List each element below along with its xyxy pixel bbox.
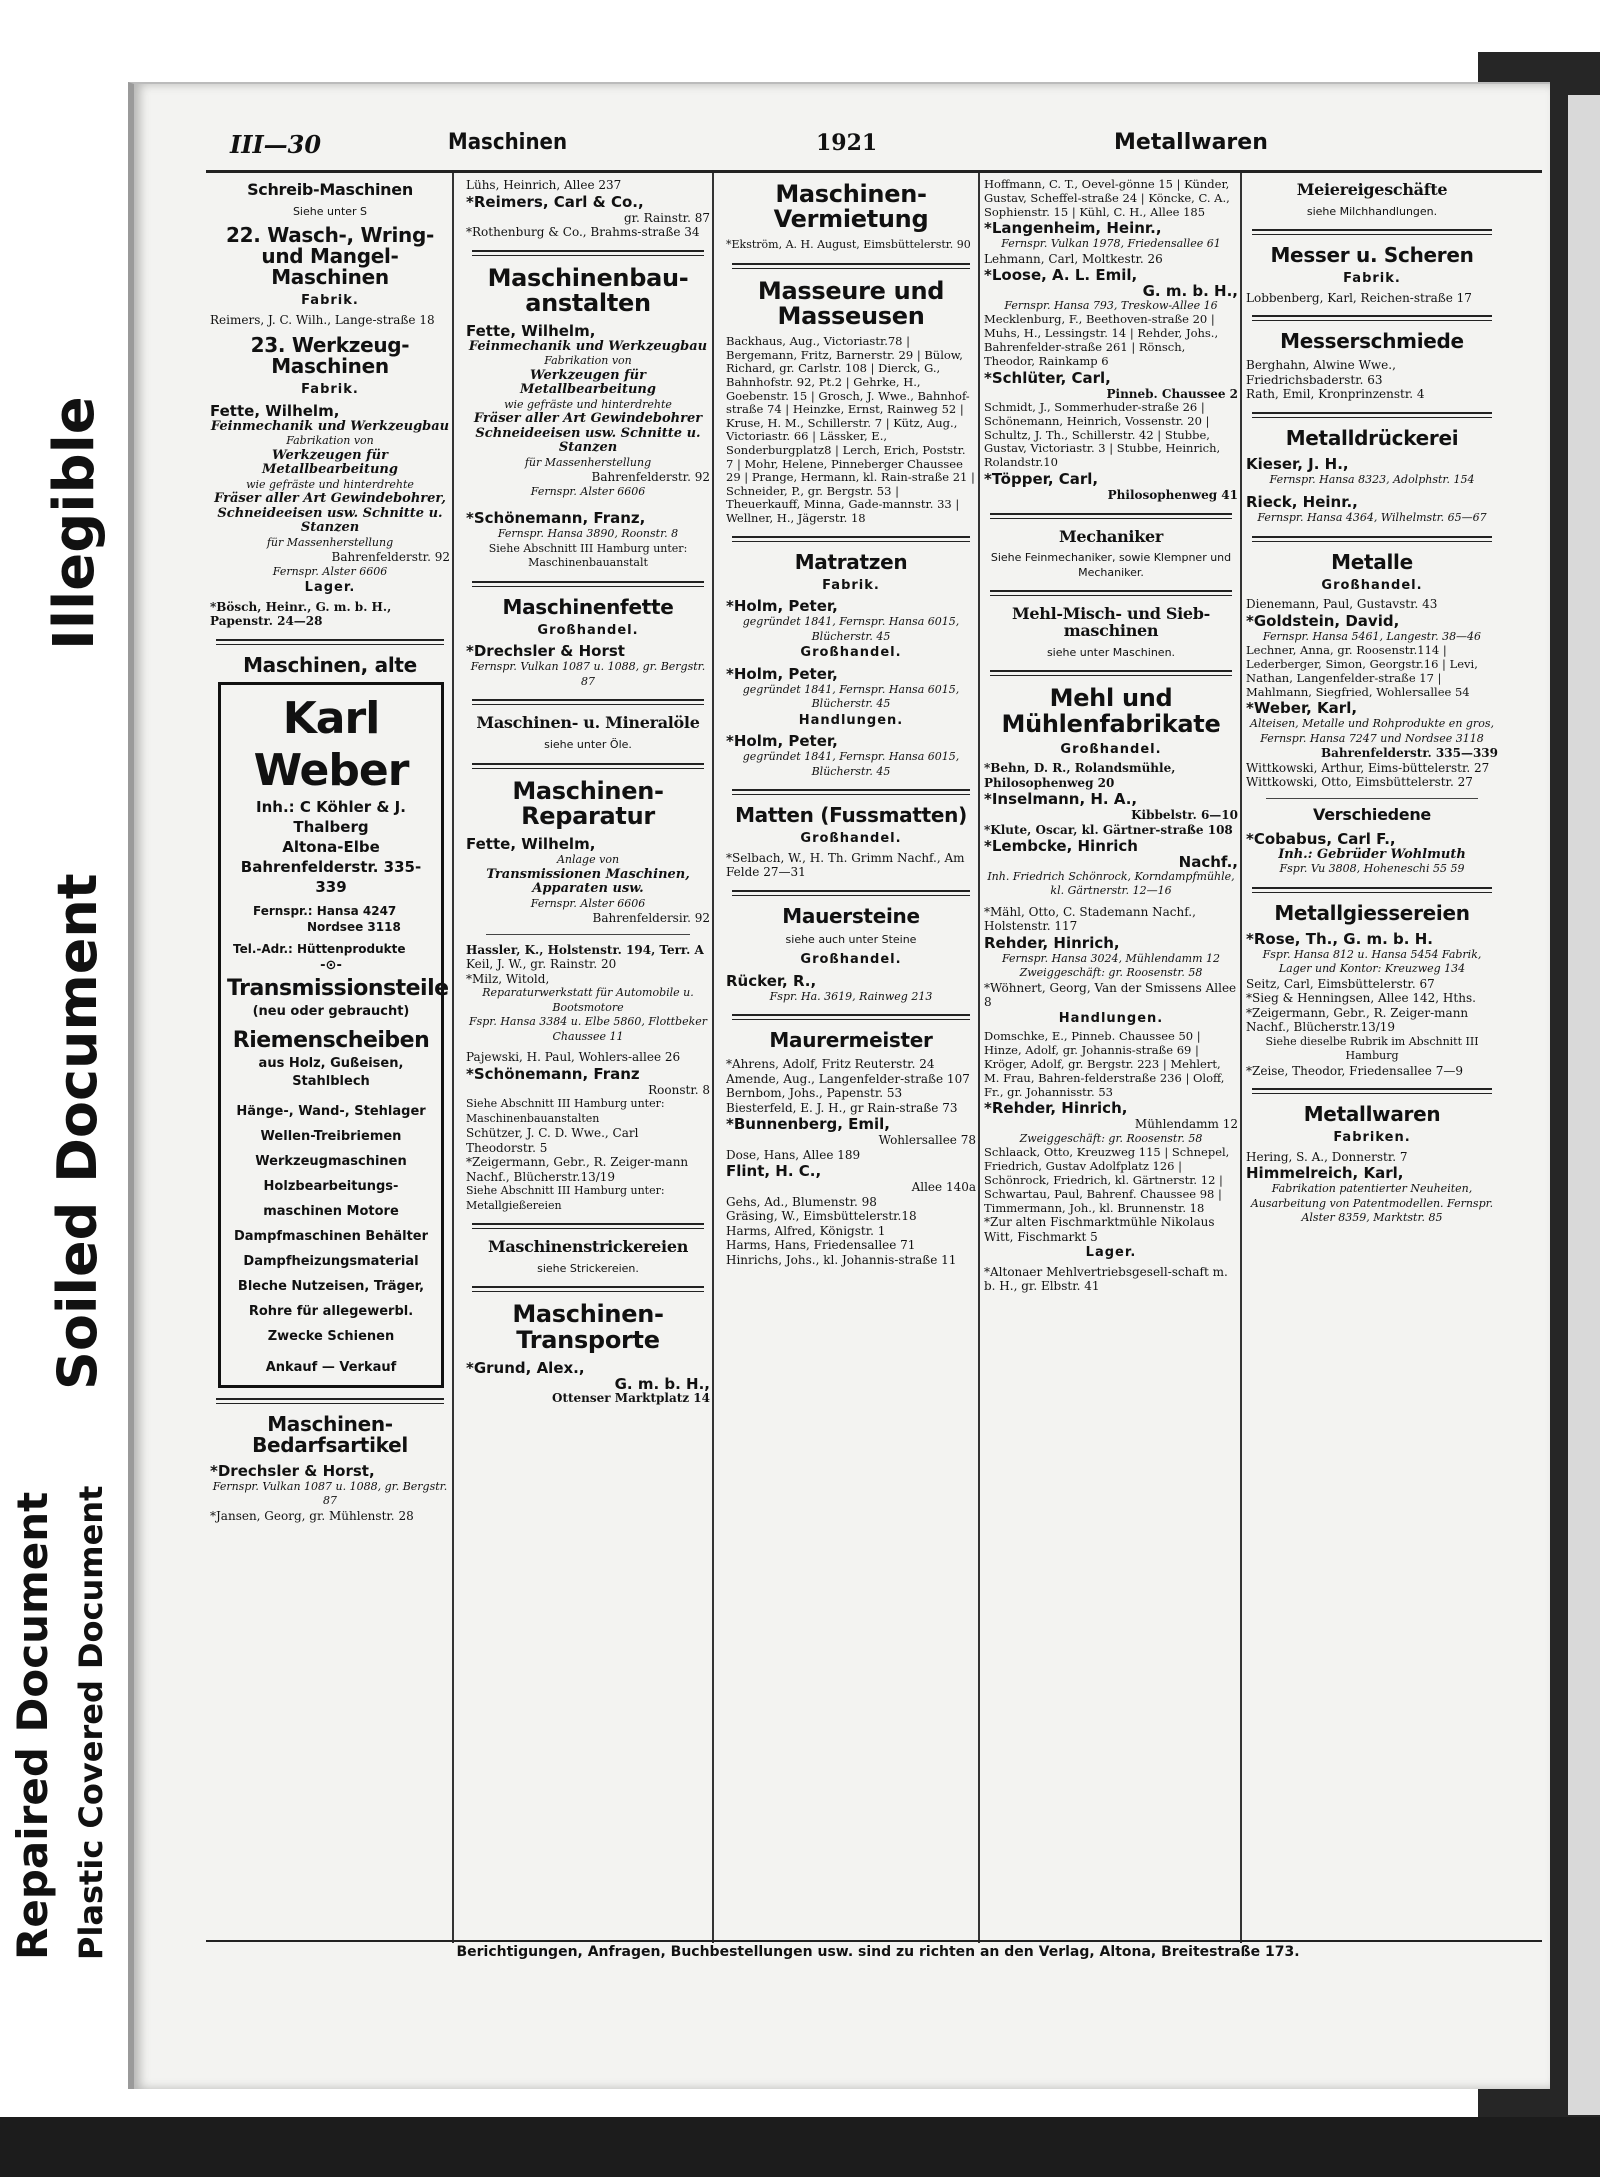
entry: *Zeigermann, Gebr., R. Zeiger-mann Nachf., Blücherstr.13/19	[466, 1155, 689, 1184]
entry-detail: Fernspr. Vulkan 1087 u. 1088, gr. Bergstr. 87	[470, 660, 706, 688]
entry: *Holm, Peter,	[726, 597, 838, 616]
entry: *Holm, Peter,	[726, 664, 838, 683]
entry-detail: Kibbelstr. 6—10	[1131, 808, 1238, 823]
entry: *Sieg & Henningsen, Allee 142, Hths.	[1246, 991, 1476, 1006]
ad-city: Altona-Elbe	[282, 837, 380, 856]
see-reference: siehe Strickereien.	[537, 1261, 639, 1275]
entry: Harms, Hans, Friedensallee 71	[726, 1238, 916, 1253]
subheading-handlungen: Handlungen.	[1058, 1010, 1164, 1026]
entry: *Ekström, A. H. August, Eimsbüttelerstr. 90	[726, 238, 971, 252]
ad-address: Bahrenfelderstr. 335-339	[240, 857, 422, 896]
entry: *Lembcke, Hinrich	[984, 837, 1138, 856]
bottom-dark-background	[0, 2117, 1600, 2177]
entry-list: Mecklenburg, F., Beethoven-straße 20 | Muhs, H., Lessingstr. 14 | Rehder, Johs., Bahrenfelder-straße 261 | Rönsch, Theodor, Rainkamp 6	[984, 312, 1219, 368]
entry: *Bunnenberg, Emil,	[726, 1115, 890, 1134]
section-rule	[732, 263, 970, 269]
column-1	[210, 178, 450, 1938]
heading-wasch-maschinen: 22. Wasch-, Wring- und Mangel-Maschinen	[226, 223, 434, 290]
heading-messerschmiede: Messerschmiede	[1280, 329, 1464, 354]
entry-detail: gegründet 1841, Fernspr. Hansa 6015, Blücherstr. 45	[742, 615, 960, 643]
entry-detail: Inh. Friedrich Schönrock, Korndampfmühle, kl. Gärtnerstr. 12—16	[987, 869, 1235, 898]
page-number: III—30	[230, 130, 322, 159]
entry: Siehe Abschnitt III Hamburg unter: Maschinenbauanstalten	[466, 1097, 665, 1125]
ad-owners: Inh.: C Köhler & J. Thalberg	[256, 797, 406, 836]
subheading-fabrik: Fabrik.	[822, 577, 880, 593]
subheading-grosshandel: Großhandel.	[1321, 577, 1423, 593]
subheading-lager: Lager.	[1085, 1245, 1137, 1261]
entry: Gehs, Ad., Blumenstr. 98	[726, 1194, 877, 1209]
subheading-grosshandel: Großhandel.	[537, 622, 639, 638]
entry-detail: Bahrenfelderstr. 335—339	[1321, 746, 1498, 761]
entry-detail: G. m. b. H.,	[1142, 282, 1238, 301]
entry-detail: Fernspr. Vulkan 1087 u. 1088, gr. Bergstr. 87	[212, 1479, 448, 1508]
page-header	[200, 130, 1550, 166]
entry: *Zeise, Theodor, Friedensallee 7—9	[1246, 1063, 1463, 1078]
entry-detail: Philosophenweg 41	[1107, 488, 1238, 503]
ad-product-list: Hänge-, Wand-, Stehlager Wellen-Treibriemen Werkzeugmaschinen Holzbearbeitungs-maschinen Motore Dampfmaschinen Behälter Dampfheizungsmaterial Bleche Nutzeisen, Träger, Rohre für allegewerbl. Zwecke Schienen	[233, 1103, 429, 1344]
entry: Rücker, R.,	[726, 971, 817, 990]
entry-detail: Fabrikation von	[286, 434, 374, 448]
entry: Harms, Alfred, Königstr. 1	[726, 1223, 886, 1238]
entry: Lobbenberg, Karl, Reichen-straße 17	[1246, 290, 1472, 305]
header-year: 1921	[816, 130, 878, 156]
heading-verschiedene: Verschiedene	[1313, 804, 1431, 824]
entry-detail: Fräser aller Art Gewindebohrer Schneideeisen usw. Schnitte u. Stanzen	[473, 411, 703, 456]
label-illegible: Illegible	[42, 396, 107, 650]
heading-transporte: Maschinen-Transporte	[512, 1300, 664, 1354]
subheading-fabrik: Fabrik.	[301, 382, 359, 398]
entry: Reimers, J. C. Wilh., Lange-straße 18	[210, 312, 435, 327]
entry-detail: Fernspr. Alster 6606	[530, 484, 646, 498]
entry-fette: Fette, Wilhelm,	[466, 835, 596, 854]
entry-detail: Roonstr. 8	[648, 1082, 710, 1097]
entry: Hering, S. A., Donnerstr. 7	[1246, 1149, 1408, 1164]
entry-detail: Anlage von	[556, 853, 620, 867]
entry: Wittkowski, Otto, Eimsbüttelerstr. 27	[1246, 775, 1473, 790]
subheading-handlungen: Handlungen.	[798, 712, 904, 728]
entry-detail: gr. Rainstr. 87	[623, 210, 710, 225]
entry-detail: Ottenser Marktplatz 14	[552, 1391, 710, 1406]
column-2	[466, 178, 710, 1938]
section-rule	[472, 1223, 704, 1229]
entry-detail: Werkzeugen für Metallbearbeitung	[262, 447, 398, 478]
heading-mehl-muehlenfabrikate: Mehl und Mühlenfabrikate	[1001, 684, 1221, 738]
entry-list-masseure: Backhaus, Aug., Victoriastr.78 | Bergemann, Fritz, Barnerstr. 29 | Bülow, Richard, gr. Carlstr. 108 | Dierck, G., Bahnhofstr. 92, Pt.2 | Gehrke, H., Goebenstr. 15 | Grosch, J. Wwe., Bahnhof-straße 74 | Heinzke, Ernst, Rainweg 52 | Kruse, H. M., Schillerstr. 7 | Kütz, Aug., Victoriastr. 66 | Lässker, E., Sonderburgplatz8 | Lerch, Erich, Poststr. 7 | Mohr, Helene, Pinneberger Chaussee 29 | Prange, Hermann, kl. Rain-straße 21 | Schneider, P., gr. Bergstr. 53 | Theuerkauff, Minna, Gade-mannstr. 33 | Wellner, H., Jägerstr. 18	[726, 334, 975, 525]
section-rule	[990, 670, 1232, 676]
entry: Gräsing, W., Eimsbüttelerstr.18	[726, 1209, 917, 1224]
section-rule	[1252, 229, 1492, 235]
entry: Himmelreich, Karl,	[1246, 1164, 1404, 1183]
heading-bedarfsartikel: Maschinen-Bedarfsartikel	[252, 1411, 408, 1457]
entry-detail: Mühlendamm 12	[1134, 1117, 1238, 1132]
entry-detail: Fräser aller Art Gewindebohrer, Schneideeisen usw. Schnitte u. Stanzen	[214, 491, 446, 536]
advertisement-karl-weber	[218, 682, 449, 1388]
subheading-grosshandel: Großhandel.	[800, 645, 902, 661]
entry: Siehe Abschnitt III Hamburg unter: Maschinenbauanstalt	[488, 541, 688, 570]
divider	[486, 934, 690, 935]
entry: Rieck, Heinr.,	[1246, 493, 1358, 512]
entry-detail: Fabrikation von	[544, 354, 632, 368]
entry: Lehmann, Carl, Moltkestr. 26	[984, 251, 1163, 266]
entry-detail: Transmissionen Maschinen, Apparaten usw.	[486, 866, 690, 897]
heading-maschinenstrickereien: Maschinenstrickereien	[487, 1237, 689, 1257]
entry-detail: Wohlersallee 78	[878, 1133, 976, 1148]
entry-detail: Bahrenfelderstr. 92	[331, 550, 450, 565]
right-page-edge	[1568, 95, 1600, 2115]
ad-note: (neu oder gebraucht)	[252, 1003, 410, 1019]
section-rule	[732, 789, 970, 795]
section-rule	[732, 890, 970, 896]
column-rule	[712, 173, 714, 1943]
column-5	[1246, 178, 1498, 1938]
entry: *Drechsler & Horst,	[210, 1461, 375, 1480]
heading-werkzeug-maschinen: 23. Werkzeug-Maschinen	[250, 333, 410, 379]
entry: *Rothenburg & Co., Brahms-straße 34	[466, 225, 700, 239]
subheading-grosshandel: Großhandel.	[800, 831, 902, 847]
subheading-fabrik: Fabrik.	[301, 293, 359, 309]
ad-telegram-address: Tel.-Adr.: Hüttenprodukte	[233, 941, 406, 956]
entry-detail: für Massenherstellung	[266, 535, 394, 549]
entry: *Schlüter, Carl,	[984, 368, 1111, 387]
subheading-fabrik: Fabrik.	[1343, 271, 1401, 287]
heading-matten: Matten (Fussmatten)	[735, 803, 967, 828]
section-rule	[216, 1398, 444, 1404]
heading-maschinen-vermietung: Maschinen-Vermietung	[773, 180, 929, 234]
entry-detail: Feinmechanik und Werkzeugbau	[468, 338, 708, 354]
top-margin	[0, 0, 1600, 52]
entry-detail: Fernspr. Hansa 793, Treskow-Allee 16	[1004, 298, 1218, 312]
section-rule	[1252, 315, 1492, 321]
entry: *Zur alten Fischmarktmühle Nikolaus Witt, Fischmarkt 5	[984, 1215, 1215, 1244]
entry-detail: Bahrenfelderstr. 92	[591, 470, 710, 485]
entry: *Jansen, Georg, gr. Mühlenstr. 28	[210, 1508, 414, 1523]
ad-company-name: Karl Weber	[253, 692, 409, 796]
heading-maschinenfette: Maschinenfette	[502, 594, 674, 619]
heading-metalle: Metalle	[1331, 549, 1413, 574]
heading-maschinen-alte: Maschinen, alte	[243, 652, 417, 677]
label-repaired-document: Repaired Document	[8, 1491, 57, 1960]
entry-detail: Fernspr. Hansa 4364, Wilhelmstr. 65—67	[1257, 511, 1487, 525]
entry-detail: Fernspr. Hansa 3890, Roonstr. 8	[497, 527, 679, 541]
entry-detail: für Massenherstellung	[524, 455, 652, 469]
entry: *Rose, Th., G. m. b. H.	[1246, 929, 1433, 948]
section-rule	[472, 250, 704, 256]
entry-detail: wie gefräste und hinterdrehte	[504, 397, 672, 411]
entry: Dienemann, Paul, Gustavstr. 43	[1246, 597, 1438, 612]
ad-note: aus Holz, Gußeisen, Stahlblech	[258, 1055, 404, 1089]
heading-schreib-maschinen: Schreib-Maschinen	[247, 180, 413, 199]
entry: Seitz, Carl, Eimsbüttelerstr. 67	[1246, 976, 1435, 991]
entry: Amende, Aug., Langenfelder-straße 107	[726, 1071, 970, 1086]
section-rule	[472, 763, 704, 769]
ad-phone: Nordsee 3118	[307, 919, 401, 934]
entry: *Schönemann, Franz	[466, 1064, 640, 1083]
heading-mehl-misch: Mehl-Misch- und Sieb-maschinen	[1012, 604, 1210, 641]
entry-detail: Fspr. Hansa 3384 u. Elbe 5860, Flottbeker Chaussee 11	[468, 1015, 708, 1043]
entry-detail: Feinmechanik und Werkzeugbau	[210, 418, 450, 434]
see-reference: Siehe Feinmechaniker, sowie Klempner und Mechaniker.	[990, 551, 1232, 579]
entry-list: Domschke, E., Pinneb. Chaussee 50 | Hinze, Adolf, gr. Johannis-straße 69 | Kröger, Adolf, gr. Bergstr. 223 | Mehlert, M. Frau, Bahren-felderstraße 236 | Oloff, Fr., gr. Johannisstr. 53	[984, 1029, 1225, 1099]
entry-detail: Fspr. Hansa 812 u. Hansa 5454 Fabrik, Lager und Kontor: Kreuzweg 134	[1262, 947, 1482, 976]
entry-detail: Zweiggeschäft: gr. Roosenstr. 58	[1019, 966, 1203, 980]
subheading-fabriken: Fabriken.	[1333, 1130, 1411, 1146]
heading-maschinenbauanstalten: Maschinenbau-anstalten	[487, 263, 689, 317]
entry: *Bösch, Heinr., G. m. b. H., Papenstr. 24—28	[210, 599, 392, 629]
entry: Hinrichs, Johs., kl. Johannis-straße 11	[726, 1252, 957, 1267]
column-4	[984, 178, 1238, 1938]
entry: Pajewski, H. Paul, Wohlers-allee 26	[466, 1050, 681, 1065]
column-3	[726, 178, 976, 1938]
entry-fette: Fette, Wilhelm,	[466, 321, 596, 340]
section-rule	[990, 513, 1232, 519]
entry: *Holm, Peter,	[726, 732, 838, 751]
entry: Rehder, Hinrich,	[984, 933, 1120, 952]
entry-detail: Fernspr. Hansa 3024, Mühlendamm 12	[1001, 951, 1221, 965]
entry-detail: Werkzeugen für Metallbearbeitung	[520, 367, 656, 398]
entry: *Langenheim, Heinr.,	[984, 219, 1162, 238]
entry: *Schönemann, Franz,	[466, 509, 646, 528]
entry: *Töpper, Carl,	[984, 470, 1099, 489]
footer-rule	[206, 1940, 1542, 1942]
entry: *Rehder, Hinrich,	[984, 1099, 1128, 1118]
ad-product: Transmissionsteile	[227, 975, 449, 1001]
entry: Biesterfeld, E. J. H., gr Rain-straße 73	[726, 1100, 958, 1115]
heading-masseure: Masseure und Masseusen	[757, 276, 945, 331]
entry: Hassler, K., Holstenstr. 194, Terr. A	[466, 942, 704, 957]
heading-mauersteine: Mauersteine	[782, 903, 920, 928]
section-rule	[472, 1286, 704, 1292]
entry: *Altonaer Mehlvertriebsgesell-schaft m. b. H., gr. Elbstr. 41	[984, 1264, 1228, 1294]
ad-phone: Fernspr.: Hansa 4247	[253, 903, 397, 918]
label-soiled-document: Soiled Document	[46, 873, 109, 1390]
entry: *Selbach, W., H. Th. Grimm Nachf., Am Felde 27—31	[726, 850, 965, 880]
entry: Bernbom, Johs., Papenstr. 53	[726, 1086, 903, 1101]
entry: *Drechsler & Horst	[466, 642, 625, 661]
heading-mineraloele: Maschinen- u. Mineralöle	[476, 713, 700, 733]
entry: Wittkowski, Arthur, Eims-büttelerstr. 27	[1246, 760, 1490, 775]
entry-detail: Allee 140a	[911, 1180, 976, 1195]
entry-detail: Alteisen, Metalle und Rohprodukte en gros, Fernspr. Hansa 7247 und Nordsee 3118	[1250, 717, 1494, 745]
entry-detail: Zweiggeschäft: gr. Roosenstr. 58	[1019, 1131, 1203, 1145]
section-rule	[732, 1014, 970, 1020]
entry-detail: gegründet 1841, Fernspr. Hansa 6015, Blücherstr. 45	[742, 750, 960, 778]
entry: *Loose, A. L. Emil,	[984, 266, 1138, 285]
section-rule	[1252, 412, 1492, 418]
entry: *Ahrens, Adolf, Fritz Reuterstr. 24	[726, 1057, 935, 1072]
heading-matratzen: Matratzen	[794, 549, 908, 574]
heading-reparatur: Maschinen-Reparatur	[512, 776, 664, 830]
column-rule	[452, 173, 454, 1943]
ad-ankauf-verkauf: Ankauf — Verkauf	[265, 1359, 397, 1375]
entry: *Cobabus, Carl F.,	[1246, 829, 1396, 848]
entry-list: Hoffmann, C. T., Oevel-gönne 15 | Künder, Gustav, Scheffel-straße 24 | Köncke, C. A., Sophienstr. 15 | Kühl, C. H., Allee 185	[984, 178, 1230, 219]
ad-ornament: -⊙-	[320, 957, 342, 973]
entry-detail: Fernspr. Hansa 5461, Langestr. 38—46	[1262, 629, 1482, 643]
entry: *Mähl, Otto, C. Stademann Nachf., Holstenstr. 117	[984, 904, 1196, 934]
subheading-lager: Lager.	[304, 580, 356, 596]
heading-maurermeister: Maurermeister	[769, 1028, 933, 1053]
section-rule	[472, 581, 704, 587]
entry: *Inselmann, H. A.,	[984, 790, 1138, 809]
divider	[1266, 798, 1478, 799]
entry-list: Lechner, Anna, gr. Roosenstr.114 | Lederberger, Simon, Georgstr.16 | Levi, Nathan, Langenfelder-straße 17 | Mahlmann, Siegfried, Wohlersallee 54	[1246, 643, 1478, 699]
entry: Schützer, J. C. D. Wwe., Carl Theodorstr. 5	[466, 1126, 639, 1155]
see-reference: siehe unter Maschinen.	[1046, 645, 1176, 659]
entry-list: Schlaack, Otto, Kreuzweg 115 | Schnepel, Friedrich, Gustav Adolfplatz 126 | Schönrock, Friedrich, kl. Gärtnerstr. 12 | Schwartau, Paul, Bahrenf. Chaussee 98 | Timmermann, Joh., kl. Brunnenstr. 18	[984, 1145, 1230, 1215]
section-rule	[1252, 887, 1492, 893]
entry-detail: Fabrikation patentierter Neuheiten, Ausarbeitung von Patentmodellen. Fernspr. Alster 8359, Marktstr. 85	[1250, 1182, 1494, 1225]
entry-detail: Fernspr. Alster 6606	[530, 896, 646, 910]
entry-fette: Fette, Wilhelm,	[210, 401, 340, 420]
section-rule	[732, 536, 970, 542]
see-reference: siehe Milchhandlungen.	[1306, 204, 1438, 218]
see-reference: siehe unter Öle.	[544, 738, 632, 752]
entry-detail: Reparaturwerkstatt für Automobile u. Bootsmotore	[482, 986, 694, 1014]
entry: Keil, J. W., gr. Rainstr. 20	[466, 957, 617, 972]
entry: *Behn, D. R., Rolandsmühle, Philosophenweg 20	[984, 761, 1176, 790]
heading-meiereigeschaefte: Meiereigeschäfte	[1296, 180, 1448, 199]
entry-detail: G. m. b. H.,	[614, 1374, 710, 1393]
entry: *Grund, Alex.,	[466, 1358, 585, 1377]
heading-metalldrueckerei: Metalldrückerei	[1285, 425, 1459, 450]
entry-detail: gegründet 1841, Fernspr. Hansa 6015, Blücherstr. 45	[742, 682, 960, 711]
section-rule	[1252, 536, 1492, 542]
entry: Siehe dieselbe Rubrik im Abschnitt III Hamburg	[1265, 1034, 1479, 1063]
entry-list: Schmidt, J., Sommerhuder-straße 26 | Schönemann, Heinrich, Vossenstr. 20 | Schultz, J. Th., Schillerstr. 42 | Stubbe, Gustav, Victoriastr. 3 | Stubbe, Heinrich, Rolandstr.10	[984, 400, 1221, 470]
see-reference: Siehe unter S	[292, 204, 368, 218]
page-footer: Berichtigungen, Anfragen, Buchbestellungen usw. sind zu richten an den Verlag, Altona, Breitestraße 173.	[456, 1944, 1300, 1960]
column-rule	[1240, 173, 1242, 1943]
entry: Kieser, J. H.,	[1246, 454, 1349, 473]
entry: Rath, Emil, Kronprinzenstr. 4	[1246, 387, 1425, 402]
entry: *Goldstein, David,	[1246, 611, 1400, 630]
entry-detail: Fspr. Vu 3808, Hoheneschi 55 59	[1279, 862, 1465, 876]
ad-product: Riemenscheiben	[232, 1027, 430, 1053]
entry-detail: Fernspr. Vulkan 1978, Friedensallee 61	[1001, 237, 1221, 251]
section-rule	[472, 699, 704, 705]
subheading-grosshandel: Großhandel.	[1060, 741, 1162, 757]
header-right-keyword: Metallwaren	[1114, 130, 1268, 155]
header-rule	[206, 170, 1542, 173]
entry-detail: Inh.: Gebrüder Wohlmuth	[1278, 846, 1466, 862]
entry: Dose, Hans, Allee 189	[726, 1147, 861, 1162]
entry: *Wöhnert, Georg, Van der Smissens Allee 8	[984, 980, 1237, 1010]
entry-detail: Bahrenfeldersir. 92	[592, 911, 710, 926]
entry: Berghahn, Alwine Wwe., Friedrichsbaderstr. 63	[1246, 358, 1396, 387]
entry: Flint, H. C.,	[726, 1162, 822, 1181]
see-reference: siehe auch unter Steine	[785, 932, 917, 946]
entry: *Klute, Oscar, kl. Gärtner-straße 108	[984, 822, 1233, 837]
subheading-grosshandel: Großhandel.	[800, 952, 902, 968]
section-rule	[990, 590, 1232, 596]
section-rule	[216, 639, 444, 645]
heading-mechaniker: Mechaniker	[1058, 526, 1164, 546]
entry: *Reimers, Carl & Co.,	[466, 192, 644, 211]
heading-messer-scheren: Messer u. Scheren	[1270, 243, 1474, 268]
entry: *Weber, Karl,	[1246, 699, 1358, 718]
entry-detail: Nachf.,	[1178, 853, 1238, 872]
entry-detail: Fspr. Ha. 3619, Rainweg 213	[769, 989, 933, 1003]
entry: Siehe Abschnitt III Hamburg unter: Metallgießereien	[466, 1184, 665, 1212]
entry: Lühs, Heinrich, Allee 237	[466, 178, 622, 192]
column-rule	[978, 173, 980, 1943]
entry-detail: Fernspr. Hansa 8323, Adolphstr. 154	[1269, 472, 1475, 486]
entry: *Milz, Witold,	[466, 971, 550, 986]
header-left-keyword: Maschinen	[448, 130, 568, 155]
heading-metallgiessereien: Metallgiessereien	[1274, 900, 1470, 925]
heading-metallwaren: Metallwaren	[1303, 1102, 1441, 1127]
label-plastic-covered-document: Plastic Covered Document	[72, 1485, 110, 1960]
entry-detail: Pinneb. Chaussee 2	[1106, 386, 1238, 401]
entry-detail: Fernspr. Alster 6606	[272, 564, 388, 578]
entry: *Zeigermann, Gebr., R. Zeiger-mann Nachf., Blücherstr.13/19	[1246, 1005, 1469, 1035]
section-rule	[1252, 1088, 1492, 1094]
entry-detail: wie gefräste und hinterdrehte	[246, 477, 414, 491]
